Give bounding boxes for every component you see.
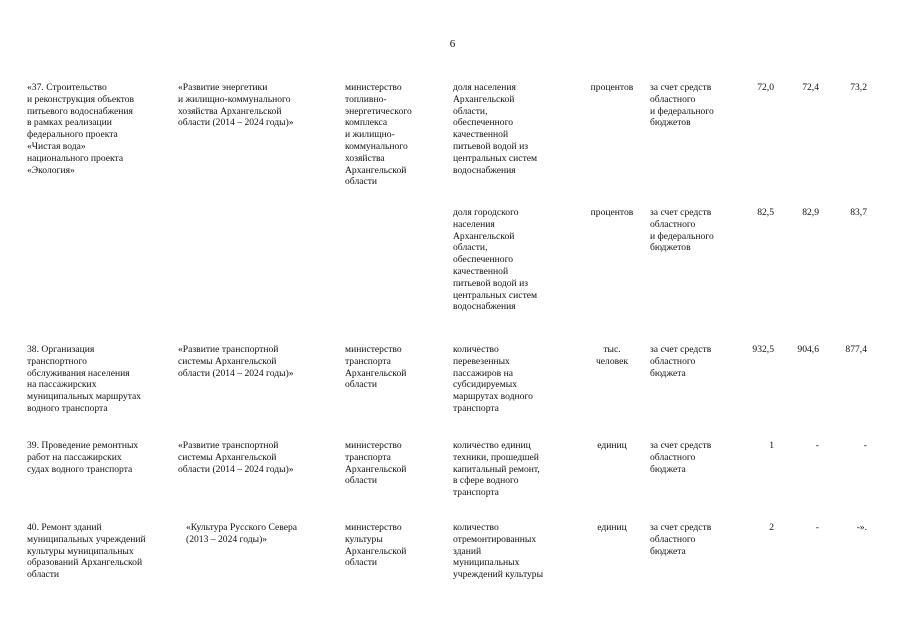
row-38-unit: тыс. человек [595, 344, 629, 367]
row-39-value-1: 1 [769, 440, 774, 451]
row-37-value-3: 73,2 [850, 82, 867, 93]
row-38-event: 38. Организация транспортного обслуживания населения на пассажирских муниципальных маршрутах водного транспорта [27, 344, 142, 414]
row-40-indicator: количество отремонтированных зданий муниципальных учреждений культуры [453, 522, 544, 581]
row-38-ministry: министерство транспорта Архангельской области [345, 344, 407, 391]
row-37b-value-1: 82,5 [757, 207, 774, 218]
row-40-ministry: министерство культуры Архангельской области [345, 522, 407, 569]
row-40-value-3: -». [856, 522, 867, 533]
row-40-value-1: 2 [769, 522, 774, 533]
row-39-value-3: - [863, 440, 867, 451]
row-38-program: «Развитие транспортной системы Архангельской области (2014 – 2024 годы)» [178, 344, 294, 379]
row-37-unit: процентов [590, 82, 634, 93]
row-39-unit: единиц [597, 440, 627, 451]
row-38-source: за счет средств областного бюджета [650, 344, 712, 379]
row-37b-source: за счет средств областного и федерального бюджетов [650, 207, 714, 254]
row-37b-unit: процентов [590, 207, 634, 218]
row-38-value-1: 932,5 [752, 344, 774, 355]
row-37-value-2: 72,4 [802, 82, 819, 93]
row-39-event: 39. Проведение ремонтных работ на пассажирских судах водного транспорта [27, 440, 139, 475]
row-39-value-2: - [815, 440, 819, 451]
row-40-value-2: - [815, 522, 819, 533]
row-39-indicator: количество единиц техники, прошедшей капитальный ремонт, в сфере водного транспорта [453, 440, 540, 499]
row-40-source: за счет средств областного бюджета [650, 522, 712, 557]
row-39-ministry: министерство транспорта Архангельской области [345, 440, 407, 487]
row-38-value-2: 904,6 [797, 344, 819, 355]
row-40-unit: единиц [597, 522, 627, 533]
row-37-source: за счет средств областного и федерального бюджетов [650, 82, 714, 129]
row-40-event: 40. Ремонт зданий муниципальных учреждений культуры муниципальных образований Архангельской области [27, 522, 146, 581]
row-37-program: «Развитие энергетики и жилищно-коммунального хозяйства Архангельской области (2014 – 2024 годы)» [178, 82, 294, 129]
row-38-indicator: количество перевезенных пассажиров на субсидируемых маршрутах водного транспорта [453, 344, 533, 414]
row-37-indicator: доля населения Архангельской области, обеспеченного качественной питьевой водой из центральных систем водоснабжения [453, 82, 538, 176]
page-number: 6 [449, 38, 456, 50]
row-37b-value-2: 82,9 [802, 207, 819, 218]
row-37-event: «37. Строительство и реконструкция объектов питьевого водоснабжения в рамках реализации федерального проекта «Чистая вода» национального проекта «Экология» [27, 82, 135, 176]
row-39-program: «Развитие транспортной системы Архангельской области (2014 – 2024 годы)» [178, 440, 294, 475]
row-37b-value-3: 83,7 [850, 207, 867, 218]
row-40-program: «Культура Русского Севера (2013 – 2024 годы)» [186, 522, 298, 545]
row-38-value-3: 877,4 [845, 344, 867, 355]
row-37-ministry: министерство топливно- энергетического комплекса и жилищно- коммунального хозяйства Архангельской области [345, 82, 412, 188]
row-39-source: за счет средств областного бюджета [650, 440, 712, 475]
row-37b-indicator: доля городского населения Архангельской области, обеспеченного качественной питьевой водой из центральных систем водоснабжения [453, 207, 538, 313]
row-37-value-1: 72,0 [757, 82, 774, 93]
